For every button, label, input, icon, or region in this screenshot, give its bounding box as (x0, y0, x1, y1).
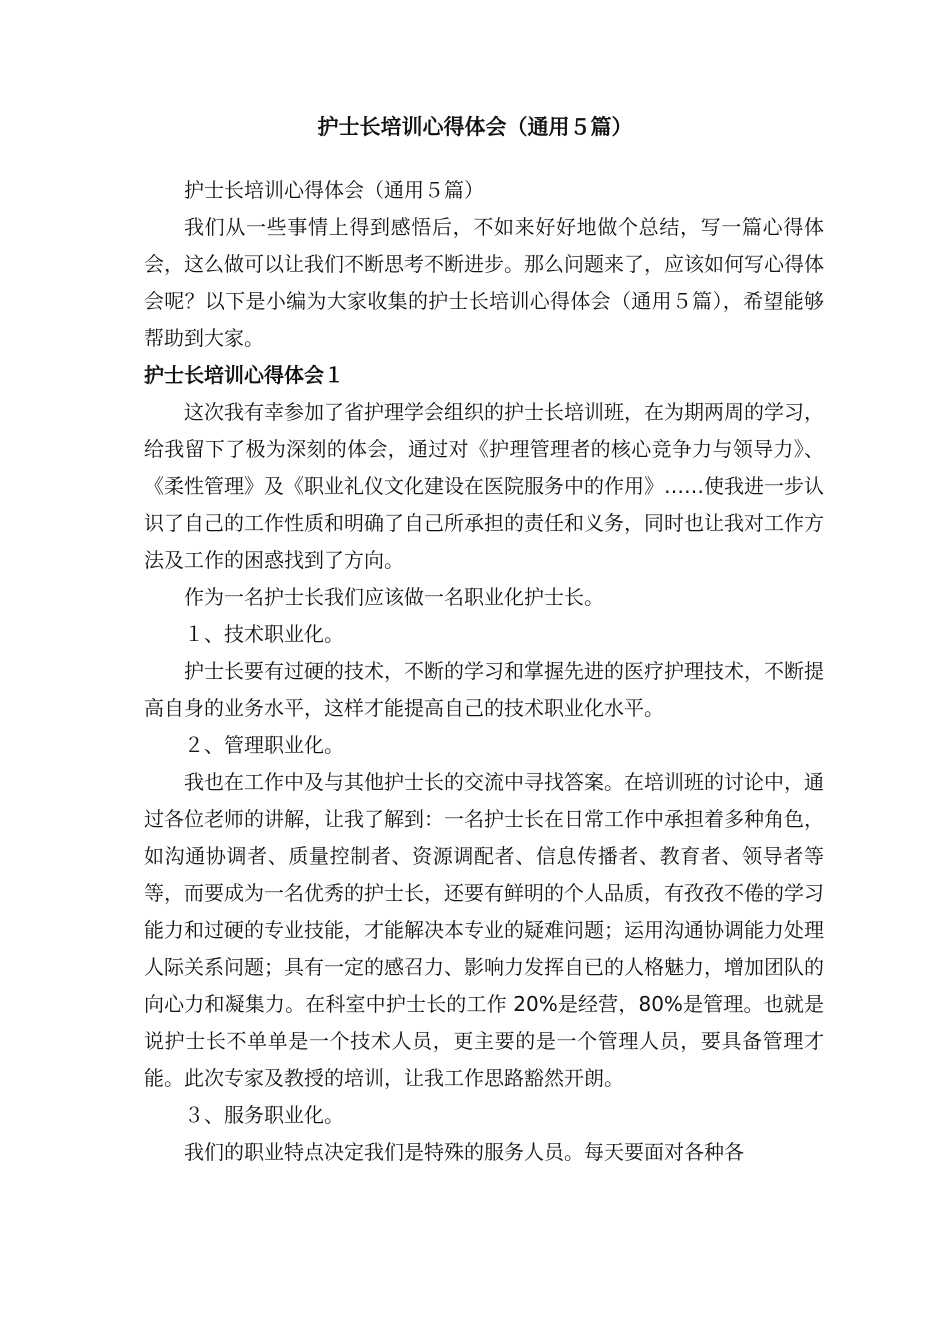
paragraph: 这次我有幸参加了省护理学会组织的护士长培训班，在为期两周的学习，给我留下了极为深刻的体会，通过对《护理管理者的核心竞争力与领导力》、《柔性管理》及《职业礼仪文化建设在医院服务中的作用》……使我进一步认识了自己的工作性质和明确了自己所承担的责任和义务，同时也让我对工作方法及工作的困惑找到了方向。 (144, 400, 824, 572)
page-title: 护士长培训心得体会（通用５篇） (317, 115, 633, 139)
paragraph: 护士长培训心得体会（通用５篇） (184, 178, 484, 202)
section-heading: 护士长培训心得体会１ (144, 363, 344, 387)
paragraph: １、技术职业化。 (184, 622, 344, 646)
paragraph: 作为一名护士长我们应该做一名职业化护士长。 (184, 585, 604, 609)
paragraph: 我们从一些事情上得到感悟后，不如来好好地做个总结，写一篇心得体会，这么做可以让我们不断思考不断进步。那么问题来了，应该如何写心得体会呢？以下是小编为大家收集的护士长培训心得体会（通用５篇），希望能够帮助到大家。 (144, 215, 824, 350)
paragraph: ３、服务职业化。 (184, 1103, 344, 1127)
document-body (144, 172, 824, 1171)
paragraph: 我们的职业特点决定我们是特殊的服务人员。每天要面对各种各 (184, 1140, 744, 1164)
paragraph: 我也在工作中及与其他护士长的交流中寻找答案。在培训班的讨论中，通过各位老师的讲解，让我了解到：一名护士长在日常工作中承担着多种角色，如沟通协调者、质量控制者、资源调配者、信息传播者、教育者、领导者等等，而要成为一名优秀的护士长，还要有鲜明的个人品质，有孜孜不倦的学习能力和过硬的专业技能，才能解决本专业的疑难问题；运用沟通协调能力处理人际关系问题；具有一定的感召力、影响力发挥自已的人格魅力，增加团队的向心力和凝集力。在科室中护士长的工作 20%是经营，80%是管理。也就是说护士长不单单是一个技术人员，更主要的是一个管理人员，要具备管理才能。此次专家及教授的培训，让我工作思路豁然开朗。 (144, 770, 824, 1090)
paragraph: ２、管理职业化。 (184, 733, 344, 757)
paragraph: 护士长要有过硬的技术，不断的学习和掌握先进的医疗护理技术，不断提高自身的业务水平，这样才能提高自己的技术职业化水平。 (144, 659, 824, 720)
